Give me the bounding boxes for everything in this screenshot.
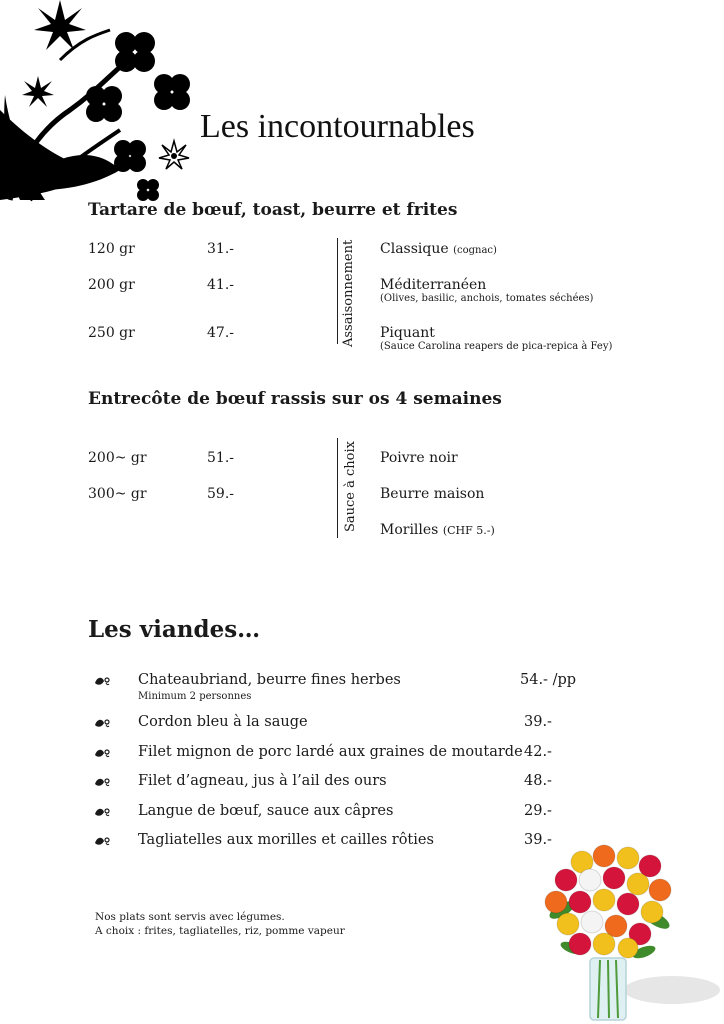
leaf-bullet-icon [94, 835, 110, 850]
entrecote-weight-1: 200~ gr [88, 450, 147, 466]
entrecote-option-3 [380, 522, 495, 538]
viande-item-price: 48.- [524, 773, 552, 789]
tartare-weight-1: 120 gr [88, 241, 135, 257]
viande-item-price: 29.- [524, 803, 552, 819]
option-name: Méditerranéen [380, 277, 487, 293]
tartare-divider [337, 238, 338, 344]
viande-item-price: 54.- /pp [520, 672, 577, 688]
floral-silhouette-icon [0, 0, 200, 205]
viande-item-name: Langue de bœuf, sauce aux câpres [138, 803, 394, 819]
option-note: (CHF 5.-) [442, 524, 495, 537]
viande-item-name: Tagliatelles aux morilles et cailles rôties [138, 832, 434, 848]
entrecote-side-label: Sauce à choix [343, 441, 358, 532]
option-name: Piquant [380, 325, 435, 341]
rose-bouquet-icon [532, 840, 722, 1022]
leaf-bullet-icon [94, 675, 110, 690]
viande-item-name: Filet d’agneau, jus à l’ail des ours [138, 773, 387, 789]
leaf-bullet-icon [94, 747, 110, 762]
entrecote-price-2: 59.- [207, 486, 234, 502]
tartare-price-1: 31.- [207, 241, 234, 257]
footer-line-2: A choix : frites, tagliatelles, riz, pomme vapeur [95, 925, 345, 937]
tartare-option-2 [380, 277, 593, 304]
tartare-weight-3: 250 gr [88, 325, 135, 341]
footer-line-1: Nos plats sont servis avec légumes. [95, 911, 285, 923]
viande-item-price: 39.- [524, 714, 552, 730]
entrecote-price-1: 51.- [207, 450, 234, 466]
entrecote-heading: Entrecôte de bœuf rassis sur os 4 semaines [88, 389, 502, 409]
leaf-bullet-icon [94, 717, 110, 732]
tartare-heading: Tartare de bœuf, toast, beurre et frites [88, 200, 458, 220]
viande-item-name: Chateaubriand, beurre fines herbes [138, 672, 401, 688]
entrecote-option-1: Poivre noir [380, 450, 458, 466]
tartare-price-3: 47.- [207, 325, 234, 341]
option-note: (cognac) [453, 245, 497, 256]
entrecote-option-2: Beurre maison [380, 486, 485, 502]
page-title: Les incontournables [200, 108, 475, 145]
viande-item-price: 42.- [524, 744, 552, 760]
tartare-option-3 [380, 325, 612, 352]
tartare-side-label: Assaisonnement [341, 239, 356, 347]
footer-note [95, 910, 345, 938]
option-note: (Olives, basilic, anchois, tomates séchées) [380, 293, 594, 304]
viande-item-name: Cordon bleu à la sauge [138, 714, 308, 730]
option-name: Classique [380, 241, 449, 257]
option-note: (Sauce Carolina reapers de pica-repica à Fey) [380, 341, 613, 352]
viande-item-sub: Minimum 2 personnes [138, 691, 252, 702]
tartare-weight-2: 200 gr [88, 277, 135, 293]
leaf-bullet-icon [94, 806, 110, 821]
viande-item-name: Filet mignon de porc lardé aux graines de moutarde [138, 744, 523, 760]
entrecote-divider [337, 438, 338, 538]
viandes-heading: Les viandes… [88, 616, 261, 643]
tartare-price-2: 41.- [207, 277, 234, 293]
option-name: Morilles [380, 522, 439, 538]
viande-item-price: 39.- [524, 832, 552, 848]
tartare-option-1 [380, 241, 497, 257]
leaf-bullet-icon [94, 776, 110, 791]
entrecote-weight-2: 300~ gr [88, 486, 147, 502]
